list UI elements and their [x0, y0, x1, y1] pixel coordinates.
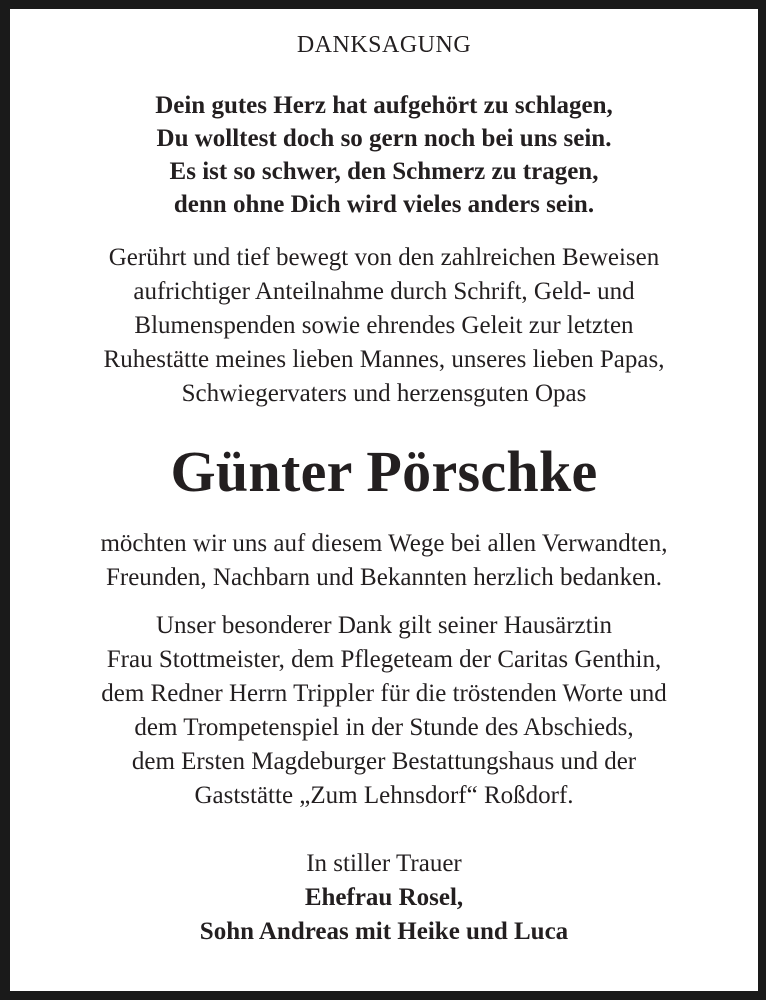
thanks-line: möchten wir uns auf diesem Wege bei allen Verwandten,: [100, 530, 668, 557]
special-thanks-line: dem Trompetenspiel in der Stunde des Abschieds,: [134, 714, 634, 741]
special-thanks-line: dem Redner Herrn Trippler für die tröstenden Worte und: [101, 680, 667, 707]
thanks-line: Freunden, Nachbarn und Bekannten herzlich bedanken.: [105, 564, 663, 591]
memorial-poem: [10, 89, 758, 221]
intro-paragraph: [10, 241, 758, 411]
signature-intro: In stiller Trauer: [306, 850, 462, 877]
special-thanks-line: dem Ersten Magdeburger Bestattungshaus und der: [131, 748, 637, 775]
deceased-name: Günter Pörschke: [170, 439, 598, 504]
signature-name: Sohn Andreas mit Heike und Luca: [199, 918, 569, 945]
special-thanks-line: Gaststätte „Zum Lehnsdorf“ Roßdorf.: [194, 782, 574, 809]
poem-line: Du wolltest doch so gern noch bei uns sein.: [156, 125, 612, 152]
poem-line: Dein gutes Herz hat aufgehört zu schlagen,: [155, 92, 613, 119]
thanks-paragraph: [10, 527, 758, 595]
poem-line: Es ist so schwer, den Schmerz zu tragen,: [169, 158, 599, 185]
poem-line: denn ohne Dich wird vieles anders sein.: [173, 191, 595, 218]
special-thanks-line: Frau Stottmeister, dem Pflegeteam der Caritas Genthin,: [106, 646, 662, 673]
intro-line: Schwiegervaters und herzensguten Opas: [181, 380, 587, 407]
intro-line: Ruhestätte meines lieben Mannes, unseres lieben Papas,: [103, 346, 665, 373]
intro-line: Blumenspenden sowie ehrendes Geleit zur letzten: [134, 312, 634, 339]
signature-block: [10, 847, 758, 949]
intro-line: aufrichtiger Anteilnahme durch Schrift, Geld- und: [133, 278, 635, 305]
obituary-notice: [10, 9, 758, 949]
special-thanks-line: Unser besonderer Dank gilt seiner Hausärztin: [155, 612, 613, 639]
special-thanks-paragraph: [10, 609, 758, 813]
notice-heading: DANKSAGUNG: [296, 32, 472, 58]
intro-line: Gerührt und tief bewegt von den zahlreichen Beweisen: [108, 244, 660, 271]
signature-name: Ehefrau Rosel,: [304, 884, 464, 911]
